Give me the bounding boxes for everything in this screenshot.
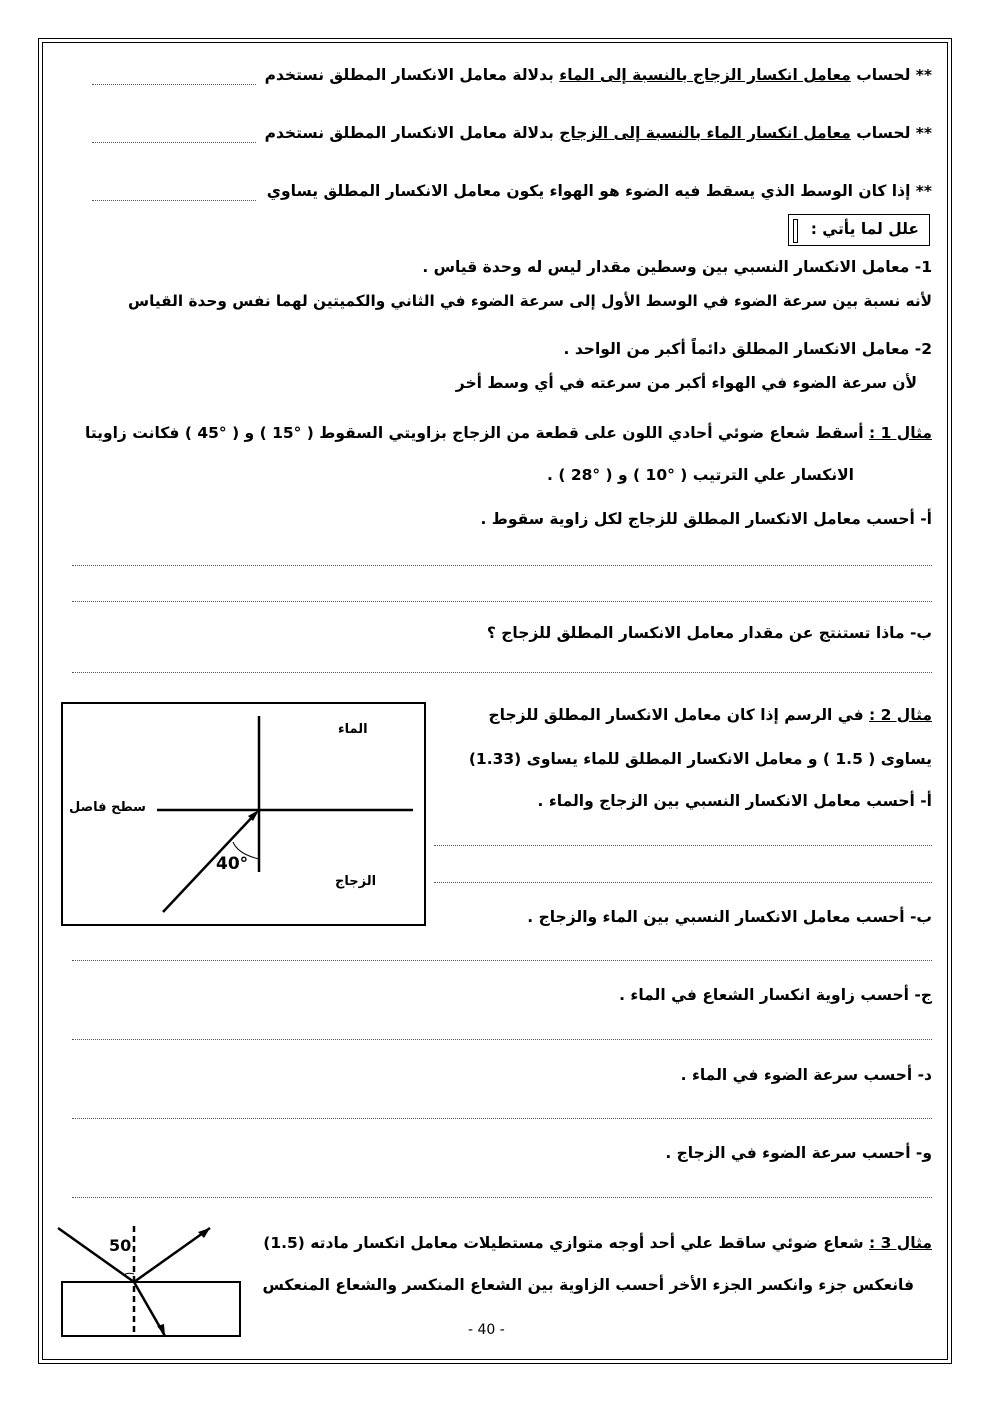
example-2-q-e: و- أحسب سرعة الضوء في الزجاج . xyxy=(665,1144,932,1162)
example-1-q-a: أ- أحسب معامل الانكسار المطلق للزجاج لكل زاوية سقوط . xyxy=(480,510,932,528)
question-3: ** إذا كان الوسط الذي يسقط فيه الضوء هو الهواء يكون معامل الانكسار المطلق يساوي xyxy=(266,182,932,200)
example-3-line-2: فانعكس جزء وانكسر الجزء الأخر أحسب الزاوية بين الشعاع المنكسر والشعاع المنعكس xyxy=(262,1276,914,1294)
explain-item-1: 1- معامل الانكسار النسبي بين وسطين مقدار ليس له وحدة قياس . xyxy=(422,258,932,276)
question-2: ** لحساب معامل انكسار الماء بالنسبة إلى الزجاج بدلالة معامل الانكسار المطلق نستخدم xyxy=(264,124,932,142)
example-2-q-a: أ- أحسب معامل الانكسار النسبي بين الزجاج والماء . xyxy=(537,792,932,810)
page-number: - 40 - xyxy=(468,1322,505,1338)
example-2-line-2: يساوى ( 1.5 ) و معامل الانكسار المطلق للماء يساوى (1.33) xyxy=(468,750,932,768)
example-1-line-1: مثال 1 : أسقط شعاع ضوئي أحادي اللون على قطعة من الزجاج بزاويتي السقوط ( °15 ) و ( °45 ) فكانت زاويتا xyxy=(85,424,932,442)
explain-answer-2: لأن سرعة الضوء في الهواء أكبر من سرعته في أي وسط أخر xyxy=(455,374,917,392)
explain-item-2: 2- معامل الانكسار المطلق دائماً أكبر من الواحد . xyxy=(563,340,932,358)
example-2-line-1: مثال 2 : في الرسم إذا كان معامل الانكسار المطلق للزجاج xyxy=(488,706,932,724)
example-2-q-b: ب- أحسب معامل الانكسار النسبي بين الماء والزجاج . xyxy=(527,908,932,926)
answer-line xyxy=(92,200,256,201)
answer-line xyxy=(72,1197,932,1198)
scroll-icon xyxy=(793,219,798,243)
angle-label: 40° xyxy=(216,854,249,874)
water-label: الماء xyxy=(338,722,368,737)
answer-line xyxy=(72,1118,932,1119)
answer-line xyxy=(72,960,932,961)
answer-line xyxy=(92,84,256,85)
answer-line xyxy=(434,845,932,846)
explain-answer-1: لأنه نسبة بين سرعة الضوء في الوسط الأول إلى سرعة الضوء في الثاني والكميتين لهما نفس وحدة القياس xyxy=(128,292,932,310)
answer-line xyxy=(72,1039,932,1040)
incident-angle-label: 50 xyxy=(109,1236,132,1255)
explain-title-box xyxy=(788,214,930,246)
glass-label: الزجاج xyxy=(335,874,377,889)
boundary-label: سطح فاصل xyxy=(69,800,146,815)
answer-line xyxy=(72,672,932,673)
answer-line xyxy=(72,565,932,566)
question-1: ** لحساب معامل انكسار الزجاج بالنسبة إلى الماء بدلالة معامل الانكسار المطلق نستخدم xyxy=(264,66,932,84)
example-3-line-1: مثال 3 : شعاع ضوئي ساقط علي أحد أوجه متوازي مستطيلات معامل انكسار مادته (1.5) xyxy=(263,1234,932,1252)
answer-line xyxy=(434,882,932,883)
refraction-diagram xyxy=(61,702,426,926)
example-2-q-d: د- أحسب سرعة الضوء في الماء . xyxy=(680,1066,932,1084)
explain-title: علل لما يأتي : xyxy=(810,220,919,238)
answer-line xyxy=(92,142,256,143)
example-1-line-2: الانكسار علي الترتيب ( °10 ) و ( °28 ) . xyxy=(547,466,854,484)
example-1-q-b: ب- ماذا تستنتج عن مقدار معامل الانكسار المطلق للزجاج ؟ xyxy=(486,624,932,642)
prism-diagram xyxy=(52,1222,252,1346)
example-2-q-c: ج- أحسب زاوية انكسار الشعاع في الماء . xyxy=(619,986,932,1004)
answer-line xyxy=(72,601,932,602)
